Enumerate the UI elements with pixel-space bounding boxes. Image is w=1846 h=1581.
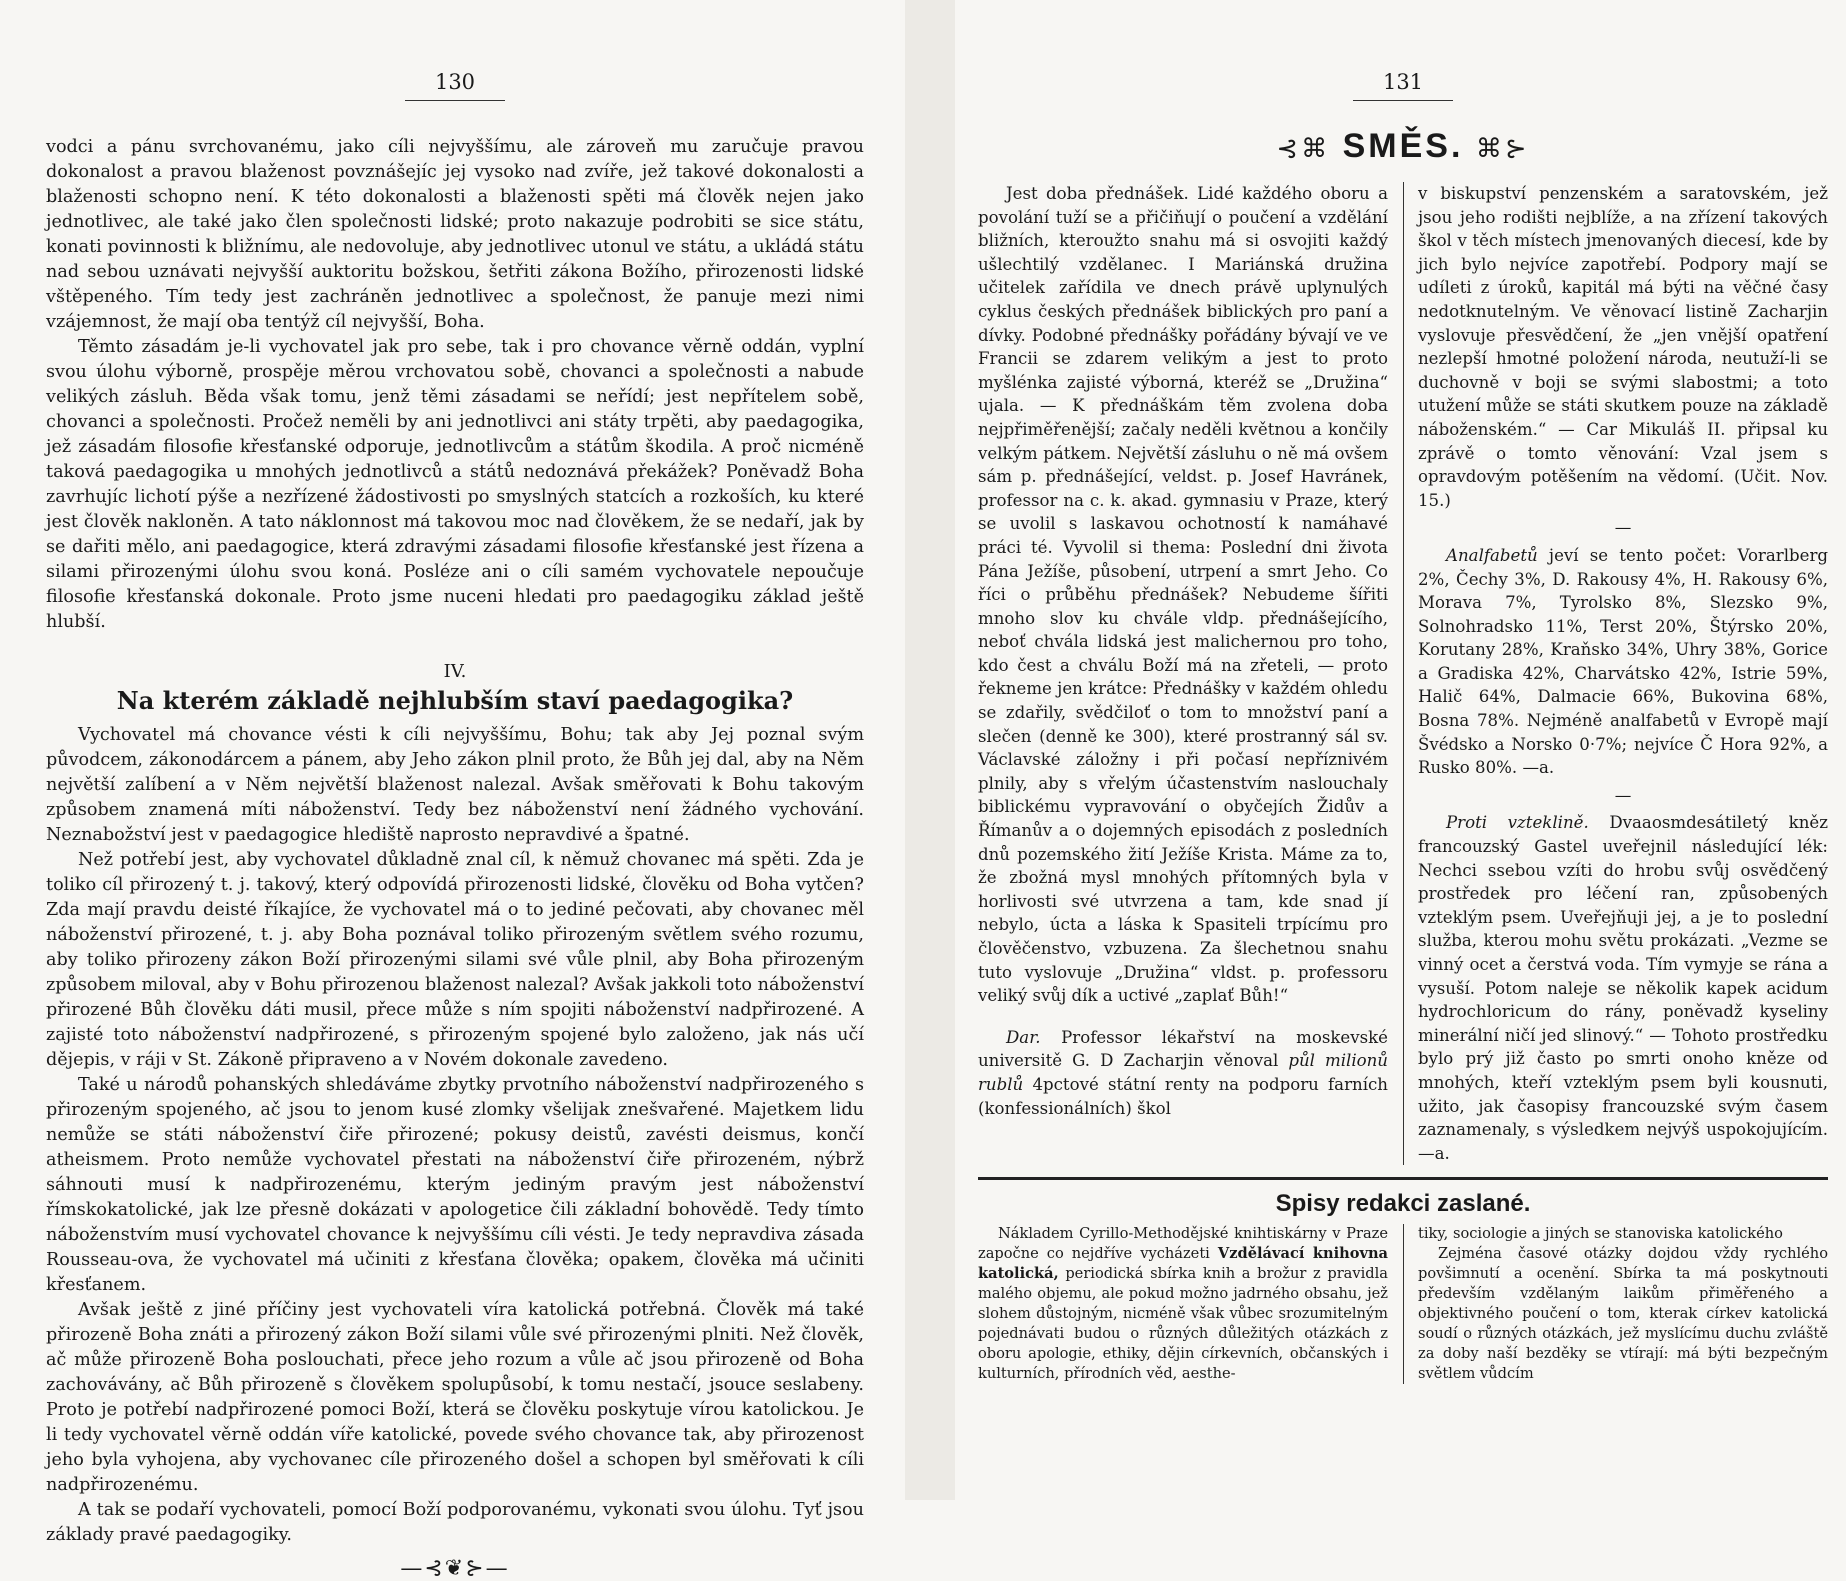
article-dar-cont: v biskupství penzenském a saratovském, jež jsou jeho rodišti nejblíže, a na zřízení takových škol v těch místech jmenovaných diecesí, kde by jich bylo nejvíce zapotřebí. Podpory mají se udíleti z úroků, kapitál má býti na věčné časy nedotknutelným. Ve věnovací listině Zacharjin vyslovuje přesvědčení, že „jen vnější opatření nezlepší hmotné položení národa, neutuží-li se duchovně v boji se svými slabostmi; a toto utužení může se státi skutkem pouze na základě náboženském.“ — Car Mikuláš II. připsal ku zprávě o tomto věnování: Vzal jsem s opravdovým potěšením na vědomí. (Učit. Nov. 15.) bbox=[1418, 184, 1828, 510]
left-page bbox=[0, 0, 900, 1581]
spisy-paragraph: Nákladem Cyrillo-Methodějské knihtiskárny v Praze započne co nejdříve vycházeti Vzdělávací knihovna katolická, periodická sbírka knih a brožur z pravidla malého objemu, ale pokud možno jadrného obsahu, jež slohem důstojným, nicméně však vůbec srozumitelným pojednávati budou o různých důležitých otázkách z oboru apologie, ethiky, dějin církevních, občanských i kulturních, přírodních věd, aesthe- bbox=[978, 1225, 1389, 1383]
ornament-left-icon: ⊰⌘ bbox=[1276, 133, 1331, 163]
left-body-text bbox=[46, 135, 864, 1548]
paragraph: A tak se podaří vychovateli, pomocí Boží podporovanému, vykonati svou úlohu. Tyť jsou základy pravé paedagogiky. bbox=[46, 1500, 864, 1545]
section-title: Na kterém základě nejhlubším staví paedagogika? bbox=[116, 686, 794, 715]
ornament-right-icon: ⌘⊱ bbox=[1475, 133, 1530, 163]
article-vzteklina: Proti vzteklině. Dvaaosmdesátiletý kněz francouzský Gastel uveřejnil následující lék: Nechci ssebou vzíti do hrobu svůj osvědčený prostředek pro léčení ran, způsobených vzteklým psem. Uveřejňuji jej, a je to poslední služba, kterou mohu světu prokázati. „Vezme se vinný ocet a čerstvá voda. Tím vymyje se rána a vysuší. Potom naleje se několik kapek acidum hydrochloricum do rány, poněvadž kyseliny minerální ničí jed slinový.“ — Tohoto prostředku bylo prý již často po smrti onoho kněze od mnohých, kteří vzteklým psem byli kousnuti, užito, jak časopisy francouzské svým časem zaznamenaly, s výsledkem nejvýš uspokojujícím. —a. bbox=[1418, 813, 1828, 1163]
column-divider bbox=[1403, 1224, 1404, 1384]
section-rule bbox=[978, 1177, 1828, 1180]
smes-column-1 bbox=[978, 182, 1388, 1165]
smes-column-2 bbox=[1418, 182, 1828, 1165]
book-gutter bbox=[905, 0, 955, 1500]
spisy-title: Spisy redakci zaslané. bbox=[1275, 1190, 1531, 1218]
section-number: IV. bbox=[443, 661, 467, 682]
spisy-paragraph: Zejména časové otázky dojdou vždy rychlého povšimnutí a ocenění. Sbírka ta má poskytnouti především vzdělaným laikům přiměřeného a objektivného poučení o tom, kterak církev katolická soudí o různých otázkách, jež myslícímu duchu zvláště za doby naší bezděky se vtírají: má býti bezpečným světlem vůdcím bbox=[1418, 1245, 1828, 1383]
separator-dash: — bbox=[1614, 518, 1632, 538]
smes-title: SMĚS. bbox=[1342, 127, 1464, 165]
end-ornament: —⊰❦⊱— bbox=[400, 1556, 510, 1581]
spisy-columns bbox=[978, 1224, 1828, 1384]
spisy-paragraph: tiky, sociologie a jiných se stanoviska katolického bbox=[1418, 1225, 1783, 1243]
right-page bbox=[960, 0, 1846, 1500]
paragraph: vodci a pánu svrchovanému, jako cíli nejvyššímu, ale zároveň mu zaručuje pravou dokonalost a pravou blaženost povznášejíc jej vysoko nad zvíře, jež takové dokonalosti a blaženosti schopno není. K této dokonalosti a blaženosti spěti má člověk nejen jako jednotlivec, ale také jako člen společnosti lidské; proto nakazuje podrobiti se sice státu, konati povinnosti k bližnímu, ale nedovoluje, aby jednotlivec utonul ve státu, a ukládá státu nad sebou uznávati nejvyšší auktoritu božskou, šetřiti zákona Božího, přirozenosti lidské vštěpeného. Tím tedy jest zachráněn jednotlivec a společnost, že panuje mezi nimi vzájemnost, že mají oba tentýž cíl nejvyšší, Boha. bbox=[46, 137, 864, 332]
paragraph: Vychovatel má chovance vésti k cíli nejvyššímu, Bohu; tak aby Jej poznal svým původcem, zákonodárcem a pánem, aby Jeho zákon plnil proto, že Bůh jej dal, aby na Něm největší zalíbení a v Něm největší blaženost nalezal. Avšak směřovati k Bohu takovým způsobem znamená míti náboženství. Tedy bez náboženství není žádného vychování. Neznabožství jest v paedagogice hlediště naprosto nepravdivé a špatné. bbox=[46, 725, 864, 845]
page-number: 131 bbox=[978, 70, 1828, 101]
paragraph: Než potřebí jest, aby vychovatel důkladně znal cíl, k němuž chovanec má spěti. Zda je toliko cíl přirozený t. j. takový, který odpovídá přirozenosti lidské, člověku od Boha vytčen? Zda mají pravdu deisté říkajíce, že vychovatel má o to jediné pečovati, aby chovanec měl náboženství přirozené, t. j. aby Boha poznával toliko přirozeným světlem svého rozumu, aby toliko přirozeny zákon Boží přirozenými silami své vůle plnil, aby Boha přirozeným způsobem miloval, aby v Bohu přirozenou blaženost nalezal? Avšak jakkoli toto náboženství přirozené Bůh člověku dáti musil, přece může s ním spojiti náboženství nadpřirozené. A zajisté toto náboženství nadpřirozené, s přirozeným spojené bylo založeno, jak nás učí dějepis, v ráji v St. Zákoně připraveno a v Novém dokonale zavedeno. bbox=[46, 850, 864, 1070]
paragraph: Avšak ještě z jiné příčiny jest vychovateli víra katolická potřebná. Člověk má také přirozeně Boha znáti a přirozený zákon Boží silami vůle své přirozenými plniti. Než člověk, ač může přirozeně Boha poslouchati, přece jeho rozum a vůle ač jsou přirozeně od Boha zachovávány, ač Bůh přirozeně s člověkem spolupůsobí, k tomu nestačí, jsouce seslabeny. Proto je potřebí nadpřirozené pomoci Boží, která se člověku poskytuje vírou katolickou. Je li tedy vychovatel věrně oddán víře katolické, povede svého chovance tak, aby přirozenost jeho byla vyhojena, aby vychovanec cíle přirozeného došel a schopen byl směřovati k cíli nadpřirozenému. bbox=[46, 1300, 864, 1495]
spisy-column-1 bbox=[978, 1224, 1388, 1384]
smes-heading bbox=[978, 127, 1828, 166]
article-analfabeti: Analfabetů jeví se tento počet: Vorarlberg 2%, Čechy 3%, D. Rakousy 4%, H. Rakousy 6%, Morava 7%, Tyrolsko 8%, Slezsko 9%, Solnohradsko 11%, Terst 20%, Štýrsko 20%, Korutany 28%, Kraňsko 34%, Uhry 38%, Gorice a Gradiska 42%, Charvátsko 42%, Istrie 59%, Halič 64%, Dalmacie 66%, Bukovina 68%, Bosna 78%. Nejméně analfabetů v Evropě mají Švédsko a Norsko 0·7%; nejvíce Č Hora 92%, a Rusko 80%. —a. bbox=[1418, 545, 1828, 778]
smes-columns bbox=[978, 182, 1828, 1165]
article-dar: Dar. Professor lékařství na moskevské universitě G. D Zacharjin věnoval půl milionů rublů 4pctové státní renty na podporu farních (konfessionálních) škol bbox=[978, 1027, 1388, 1118]
separator-dash: — bbox=[1614, 785, 1632, 805]
spisy-column-2 bbox=[1418, 1224, 1828, 1384]
article-prednasky: Jest doba přednášek. Lidé každého oboru a povolání tuží se a přičiňují o poučení a vzdělání bližních, kteroužto snahu má si osvojiti každý ušlechtilý vzdělanec. I Mariánská družina učitelek zařídila ve dnech právě uplynulých cyklus českých přednášek biblických pro paní a dívky. Podobné přednášky pořádány bývají ve ve Francii se zdarem velikým a jest to proto myšlénka zajisté výborná, kteréž se „Družina“ ujala. — K přednáškám těm zvolena doba nejpřiměřenější; začaly neděli květnou a končily velkým pátkem. Největší zásluhu o ně má ovšem sám p. přednášející, veldst. p. Josef Havránek, professor na c. k. akad. gymnasiu v Praze, který se uvolil s laskavou ochotností k namáhavé práci té. Vyvolil si thema: Poslední dni života Pána Ježíše, působení, utrpení a smrt Jeho. Co říci o průběhu přednášek? Nebudeme šířiti mnoho slov ku chvále vldp. přednášejícího, neboť chvála lidská jest malichernou pro toho, kdo čest a chválu Boží má na zřeteli, — proto řekneme jen krátce: Přednášky v každém ohledu se zdařily, svědčiloť o tom to množství paní a slečen (denně ke 300), které prostranný sál sv. Václavské záložny i při počasí nepříznivém plnily, aby s vřelým účastenstvím naslouchaly biblickému vypravování o obyčejích Židův a Římanův a o dojemných episodách z posledních dnů pozemského žití Ježíše Krista. Máme za to, že zbožná mysl mnohých přítomných byla v horlivosti své utvrzena a tam, kde snad jí nebylo, úcta a láska k Spasiteli trpícímu pro člověčenstvo, vzbuzena. Za šlechetnou snahu tuto vyslovuje „Družina“ vldst. p. professoru veliký svůj dík a uctivé „zaplať Bůh!“ bbox=[978, 184, 1388, 1006]
page-number: 130 bbox=[46, 70, 864, 101]
column-divider bbox=[1403, 182, 1404, 1165]
paragraph: Těmto zásadám je-li vychovatel jak pro sebe, tak i pro chovance věrně oddán, vyplní svou úlohu výborně, prospěje měrou vrchovatou sobě, chovanci a společnosti a nabude velikých zásluh. Běda však tomu, jenž těmi zásadami se neřídí; jest nepřítelem sobě, chovanci a společnosti. Pročež neměli by ani jednotlivci ani státy trpěti, aby paedagogika, jež zásadám filosofie křesťanské odporuje, jednotlivcům a státům škodila. A proč nicméně taková paedagogika u mnohých jednotlivců a států nedoznává překážek? Poněvadž Boha zavrhujíc lichotí pýše a nezřízené žádostivosti po smyslných statcích a rozkoších, ku které jest člověk nakloněn. A tato náklonnost má takovou moc nad člověkem, že se nedaří, jak by se dařiti mělo, ani paedagogice, která zdravými zásadami filosofie křesťanské jest řízena a silami přirozenými úlohu svou koná. Posléze ani o cíli samém vychovatele nepoučuje filosofie křesťanská dokonale. Proto jsme nuceni hledati pro paedagogiku základ ještě hlubší. bbox=[46, 337, 864, 632]
paragraph: Také u národů pohanských shledáváme zbytky prvotního náboženství nadpřirozeného s přirozeným spojeného, ač jsou to jenom kusé zlomky všelijak znešvařené. Majetkem lidu nemůže se státi náboženství čiře přirozené; pokusy deistů, zavésti deismus, končí atheismem. Proto nemůže vychovatel přestati na náboženství čiře přirozeném, nýbrž sáhnouti musí k nadpřirozenému, kterým jediným pravým jest náboženství římskokatolické, jak lze přesně dokázati v apologetice čili základní bohovědě. Tedy tímto náboženstvím musí vychovatel chovance k nejvyššímu cíli vésti. Je tedy nepravdiva zásada Rousseau-ova, že vychovatel má učiniti z křesťana člověka; opakem, člověka má učiniti křesťanem. bbox=[46, 1075, 864, 1295]
